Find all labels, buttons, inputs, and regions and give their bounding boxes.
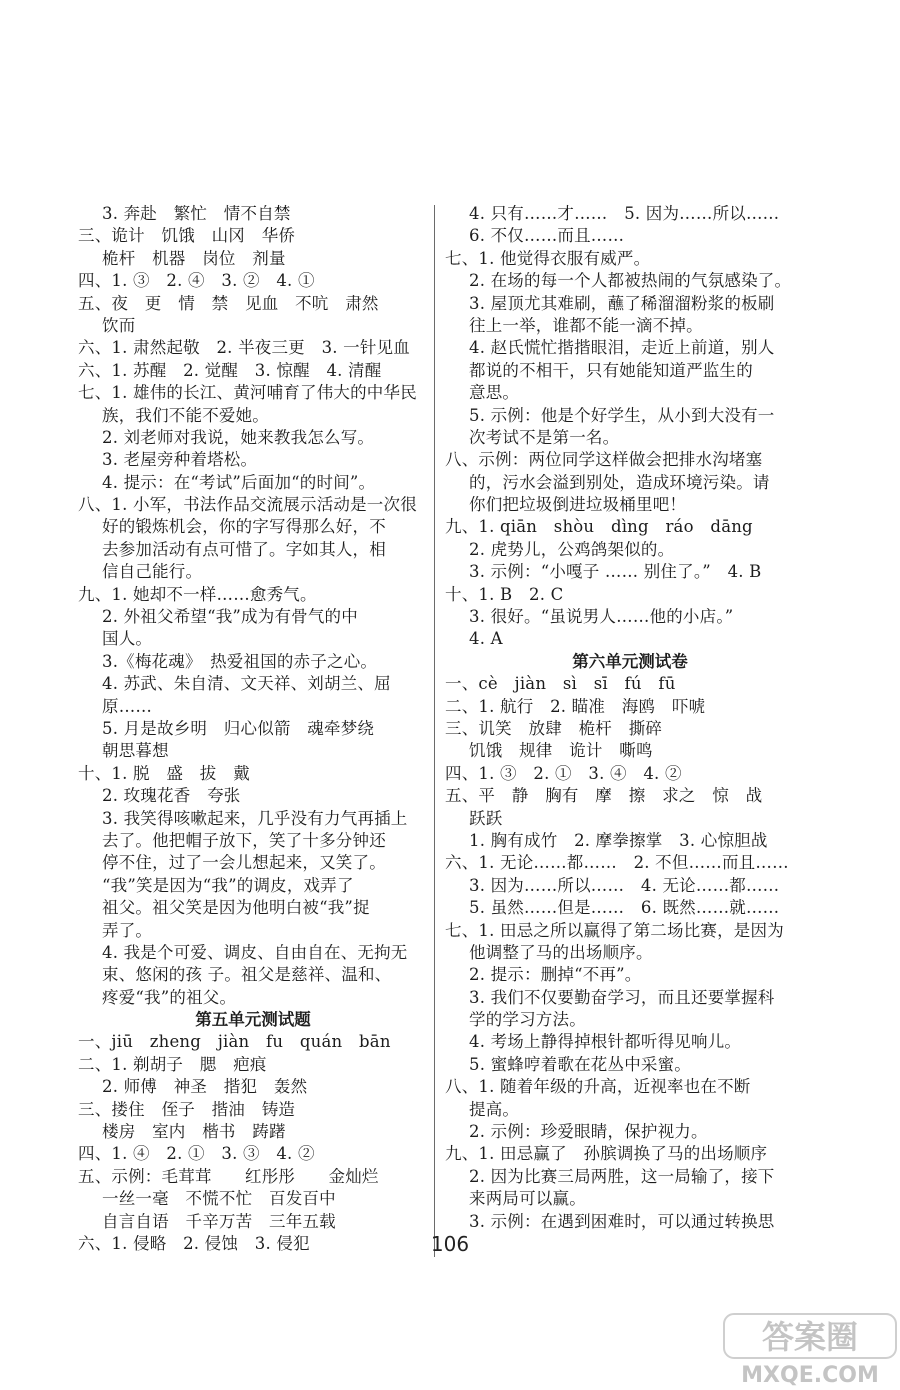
answer-line: 4. 提示：在“考试”后面加“的时间”。: [102, 472, 376, 492]
answer-line: 一丝一毫 不慌不忙 百发百中: [102, 1189, 336, 1209]
watermark-text-top: 答案圈: [761, 1318, 859, 1356]
answer-line: 2. 示例：珍爱眼睛，保护视力。: [469, 1122, 708, 1142]
answer-line: 3. 很好。“虽说男人……他的小店。”: [469, 607, 734, 627]
answer-line: 族，我们不能不爱她。: [102, 405, 269, 425]
answer-line: 饮而: [102, 315, 136, 335]
answer-line: 2. 在场的每一个人都被热闹的气氛感染了。: [469, 271, 792, 291]
answer-line: 二、1. 航行 2. 瞄准 海鸥 吓唬: [445, 696, 706, 716]
answer-line: 都说的不相干，只有她能知道严监生的: [469, 360, 753, 380]
answer-line: 疼爱“我”的祖父。: [102, 987, 237, 1007]
answer-line: 七、1. 田忌之所以赢得了第二场比赛，是因为: [445, 920, 784, 940]
answer-line: 4. 考场上静得掉根针都听得见响儿。: [469, 1032, 742, 1052]
answer-line: 4. 赵氏慌忙揩揩眼泪，走近上前道，别人: [469, 338, 775, 358]
answer-line: 朝思暮想: [102, 741, 169, 761]
answer-line: 来两局可以赢。: [469, 1189, 586, 1209]
answer-line: 3. 屋顶尤其难刷，蘸了稀溜溜粉浆的板刷: [469, 293, 775, 313]
answer-line: 祖父。祖父笑是因为他明白被“我”捉: [102, 898, 370, 918]
answer-line: 意思。: [469, 383, 520, 403]
watermark-logo: [722, 1312, 898, 1388]
answer-line: 4. 苏武、朱自清、文天祥、刘胡兰、屈: [102, 674, 391, 694]
answer-line: 一、jiū zheng jiàn fu quán bān: [78, 1032, 391, 1052]
answer-line: 5. 蜜蜂哼着歌在花丛中采蜜。: [469, 1054, 691, 1074]
answer-line: 去了。他把帽子放下，笑了十多分钟还: [102, 830, 386, 850]
answer-line: 四、1. ④ 2. ① 3. ③ 4. ②: [78, 1144, 315, 1164]
answer-line: 七、1. 他觉得衣服有威严。: [445, 248, 651, 268]
answer-line: 十、1. 脱 盛 拔 戴: [78, 763, 250, 783]
answer-line: 3. 奔赴 繁忙 情不自禁: [102, 204, 291, 223]
answer-line: 2. 提示：删掉“不再”。: [469, 965, 642, 985]
answer-line: 束、悠闲的孩 子。祖父是慈祥、温和、: [102, 965, 392, 985]
answer-line: 往上一举，谁都不能一滴不掉。: [469, 315, 703, 335]
answer-line: 自言自语 千辛万苦 三年五载: [102, 1211, 336, 1231]
answer-line: 七、1. 雄伟的长江、黄河哺育了伟大的中华民: [78, 383, 417, 403]
answer-line: “我”笑是因为“我”的调皮，戏弄了: [102, 875, 354, 895]
answer-line: 信自己能行。: [102, 562, 203, 582]
watermark-text-bottom: MXQE.COM: [741, 1363, 879, 1388]
answer-line: 国人。: [102, 629, 153, 649]
answer-line: 他调整了马的出场顺序。: [469, 942, 653, 962]
answer-line: 五、平 静 胸有 摩 擦 求之 惊 战: [445, 786, 763, 806]
answer-line: 5. 示例：他是个好学生，从小到大没有一: [469, 405, 775, 425]
answer-line: 6. 不仅……而且……: [469, 226, 625, 246]
answer-line: 跃跃: [469, 808, 503, 828]
answer-line: 次考试不是第一名。: [469, 427, 620, 447]
answer-line: 3.《梅花魂》 热爱祖国的赤子之心。: [102, 651, 378, 671]
answer-line: 2. 师傅 神圣 揩犯 轰然: [102, 1077, 308, 1097]
answer-line: 2. 虎势儿，公鸡鸽架似的。: [469, 539, 675, 559]
answer-line: 3. 示例：“小嘎子 …… 别住了。” 4. B: [469, 562, 762, 582]
answer-line: 4. 我是个可爱、调皮、自由自在、无拘无: [102, 942, 408, 962]
answer-line: 停不住，过了一会儿想起来，又笑了。: [102, 853, 386, 873]
answer-line: 九、1. qiān shòu dìng ráo dāng: [445, 517, 753, 537]
answer-line: 3. 我们不仅要勤奋学习，而且还要掌握科: [469, 987, 775, 1007]
answer-line: 4. 只有……才…… 5. 因为……所以……: [469, 204, 780, 223]
answer-line: 2. 外祖父希望“我”成为有骨气的中: [102, 607, 358, 627]
answer-line: 4. A: [469, 629, 503, 649]
answer-line: 三、诡计 饥饿 山冈 华侨: [78, 226, 296, 246]
answer-line: 的，污水会溢到别处，造成环境污染。请: [469, 472, 770, 492]
answer-line: 六、1. 肃然起敬 2. 半夜三更 3. 一针见血: [78, 338, 410, 358]
page-number: 106: [430, 1232, 470, 1256]
answer-line: 5. 月是故乡明 归心似箭 魂牵梦绕: [102, 718, 375, 738]
answer-line: 楼房 室内 楷书 踌躇: [102, 1122, 286, 1142]
answer-line: 3. 老屋旁种着塔松。: [102, 450, 258, 470]
answer-line: 饥饿 规律 诡计 嘶鸣: [469, 741, 653, 761]
answer-line: 六、1. 侵略 2. 侵蚀 3. 侵犯: [78, 1233, 310, 1253]
answer-line: 2. 刘老师对我说，她来教我怎么写。: [102, 427, 375, 447]
answer-line: 三、讥笑 放肆 桅杆 撕碎: [445, 718, 663, 738]
column-divider: [434, 205, 435, 1257]
answer-line: 四、1. ③ 2. ④ 3. ② 4. ①: [78, 271, 315, 291]
answer-line: 五、示例：毛茸茸 红彤彤 金灿烂: [78, 1166, 379, 1186]
answer-line: 你们把垃圾倒进垃圾桶里吧！: [469, 495, 687, 515]
answer-line: 九、1. 田忌赢了 孙膑调换了马的出场顺序: [445, 1144, 768, 1164]
answer-line: 六、1. 无论……都…… 2. 不但……而且……: [445, 853, 789, 873]
answer-line: 1. 胸有成竹 2. 摩拳擦掌 3. 心惊胆战: [469, 830, 768, 850]
answer-line: 八、示例：两位同学这样做会把排水沟堵塞: [445, 450, 763, 470]
answer-line: 5. 虽然……但是…… 6. 既然……就……: [469, 898, 780, 918]
answer-line: 3. 我笑得咳嗽起来，几乎没有力气再插上: [102, 808, 408, 828]
section-title: 第六单元测试卷: [572, 651, 688, 671]
answer-line: 2. 因为比赛三局两胜，这一局输了，接下: [469, 1166, 775, 1186]
answer-line: 十、1. B 2. C: [445, 584, 564, 604]
answer-line: 一、cè jiàn sì sī fú fū: [445, 674, 676, 694]
section-title: 第五单元测试题: [195, 1010, 311, 1030]
answer-line: 八、1. 小军，书法作品交流展示活动是一次很: [78, 495, 417, 515]
answer-line: 学的学习方法。: [469, 1010, 586, 1030]
left-answer-column: [78, 203, 428, 1255]
answer-line: 四、1. ③ 2. ① 3. ④ 4. ②: [445, 763, 682, 783]
answer-line: 九、1. 她却不一样……愈秀气。: [78, 584, 317, 604]
answer-line: 三、搂住 侄子 揩油 铸造: [78, 1099, 296, 1119]
answer-line: 3. 示例：在遇到困难时，可以通过转换思: [469, 1211, 775, 1231]
answer-line: 桅杆 机器 岗位 剂量: [102, 248, 286, 268]
answer-line: 去参加活动有点可惜了。字如其人，相: [102, 539, 386, 559]
answer-line: 六、1. 苏醒 2. 觉醒 3. 惊醒 4. 清醒: [78, 360, 382, 380]
answer-line: 3. 因为……所以…… 4. 无论……都……: [469, 875, 780, 895]
answer-line: 五、夜 更 情 禁 见血 不吭 肃然: [78, 293, 379, 313]
answer-line: 八、1. 随着年级的升高，近视率也在不断: [445, 1077, 751, 1097]
answer-line: 弄了。: [102, 920, 153, 940]
answer-line: 2. 玫瑰花香 夸张: [102, 786, 241, 806]
answer-line: 二、1. 剃胡子 腮 疤痕: [78, 1054, 267, 1074]
answer-line: 好的锻炼机会，你的字写得那么好，不: [102, 517, 386, 537]
answer-line: 原……: [102, 696, 153, 716]
right-answer-column: [445, 203, 815, 1233]
answer-line: 提高。: [469, 1099, 520, 1119]
